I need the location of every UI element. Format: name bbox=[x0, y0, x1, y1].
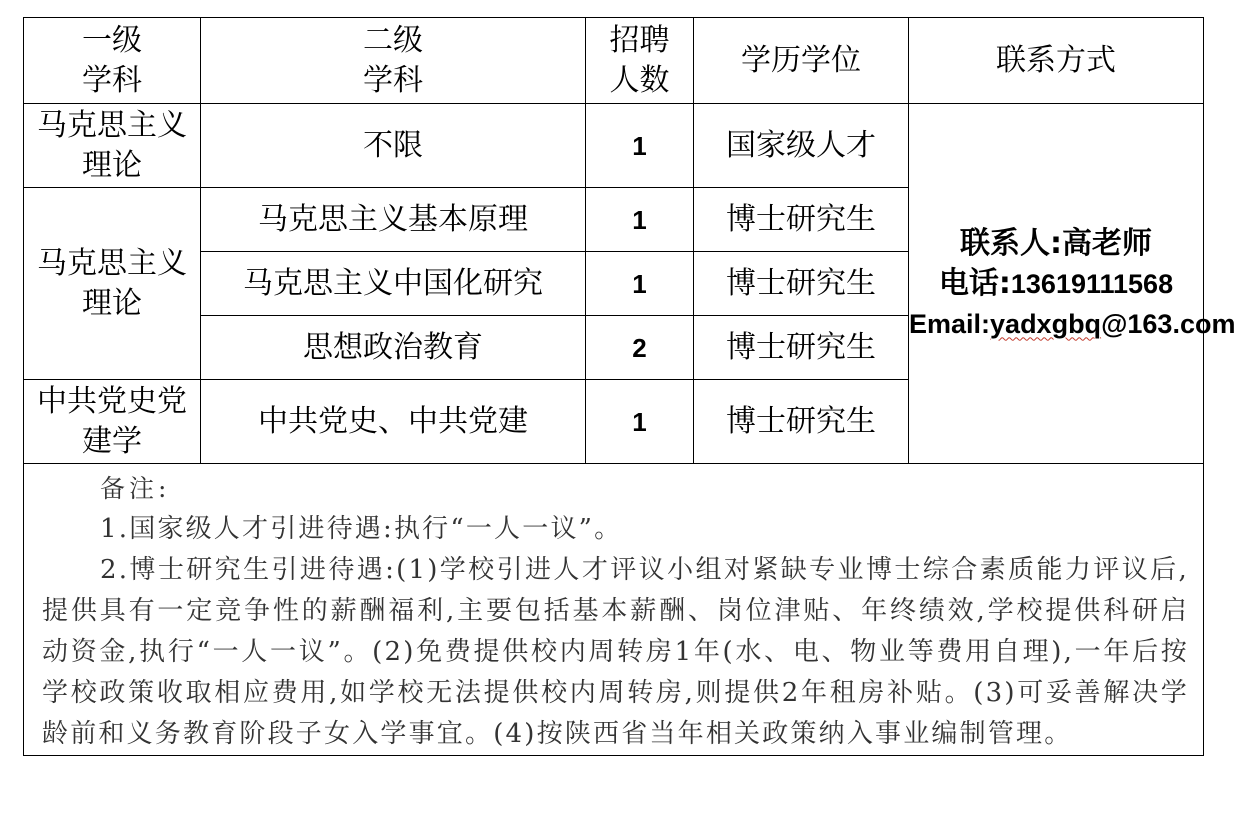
secondary-subject-cell: 马克思主义基本原理 bbox=[201, 188, 586, 252]
degree-cell: 博士研究生 bbox=[694, 188, 909, 252]
phone-number: 13619111568 bbox=[1010, 268, 1174, 299]
primary-subject-cell: 中共党史党建学 bbox=[24, 380, 201, 464]
contact-person: 联系人:高老师 bbox=[960, 225, 1152, 261]
hiring-count-cell: 1 bbox=[586, 104, 694, 188]
header-degree: 学历学位 bbox=[694, 18, 909, 104]
primary-subject-cell: 马克思主义理论 bbox=[24, 188, 201, 380]
email-domain: @163.com bbox=[1101, 308, 1235, 339]
secondary-subject-cell: 马克思主义中国化研究 bbox=[201, 252, 586, 316]
notes-item-1: 1.国家级人才引进待遇:执行“一人一议”。 bbox=[100, 514, 623, 544]
hiring-count-cell: 2 bbox=[586, 316, 694, 380]
hiring-count-cell: 1 bbox=[586, 188, 694, 252]
secondary-subject-cell: 中共党史、中共党建 bbox=[201, 380, 586, 464]
email-label: Email: bbox=[909, 308, 991, 339]
notes-cell bbox=[24, 464, 1204, 756]
email-user: yadxgbq bbox=[990, 308, 1102, 339]
header-contact: 联系方式 bbox=[909, 18, 1204, 104]
table-row bbox=[24, 104, 1204, 188]
secondary-subject-cell: 思想政治教育 bbox=[201, 316, 586, 380]
header-level1-line1: 一级 bbox=[82, 22, 142, 58]
notes-title: 备注: bbox=[100, 474, 171, 503]
degree-cell: 博士研究生 bbox=[694, 252, 909, 316]
notes-item-2: 2.博士研究生引进待遇:(1)学校引进人才评议小组对紧缺专业博士综合素质能力评议后,提供具有一定竞争性的薪酬福利,主要包括基本薪酬、岗位津贴、年终绩效,学校提供科研启动资金,执行“一人一议”。(2)免费提供校内周转房1年(水、电、物业等费用自理),一年后按学校政策收取相应费用,如学校无法提供校内周转房,则提供2年租房补贴。(3)可妥善解决学龄前和义务教育阶段子女入学事宜。(4)按陕西省当年相关政策纳入事业编制管理。 bbox=[42, 555, 1189, 749]
header-level2-line1: 二级 bbox=[363, 22, 423, 58]
header-level2-line2: 学科 bbox=[363, 62, 423, 98]
hiring-count-cell: 1 bbox=[586, 380, 694, 464]
hiring-count-cell: 1 bbox=[586, 252, 694, 316]
header-level1-line2: 学科 bbox=[82, 62, 142, 98]
primary-subject-cell: 马克思主义理论 bbox=[24, 104, 201, 188]
recruitment-document bbox=[23, 17, 1235, 756]
contact-phone-line bbox=[909, 264, 1203, 304]
contact-email bbox=[909, 304, 1235, 344]
header-count-line2: 人数 bbox=[609, 62, 670, 98]
degree-cell: 博士研究生 bbox=[694, 380, 909, 464]
header-hiring-count bbox=[586, 18, 694, 104]
degree-cell: 博士研究生 bbox=[694, 316, 909, 380]
header-level1-subject bbox=[24, 18, 201, 104]
notes-row bbox=[24, 464, 1204, 756]
contact-info-cell bbox=[909, 104, 1235, 464]
recruitment-table bbox=[23, 17, 1235, 756]
degree-cell: 国家级人才 bbox=[694, 104, 909, 188]
phone-label: 电话: bbox=[938, 265, 1011, 301]
secondary-subject-cell: 不限 bbox=[201, 104, 586, 188]
header-row bbox=[24, 18, 1204, 104]
header-count-line1: 招聘 bbox=[609, 22, 670, 58]
header-level2-subject bbox=[201, 18, 586, 104]
